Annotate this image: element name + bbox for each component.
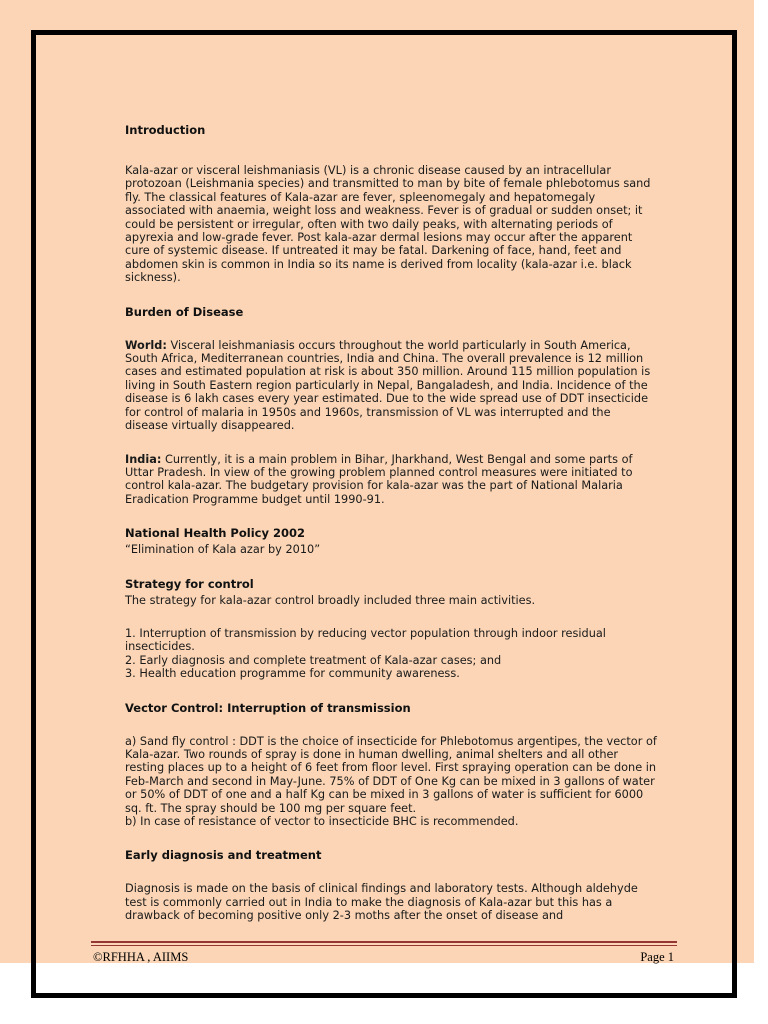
india-paragraph (125, 453, 657, 507)
diagnosis-heading: Early diagnosis and treatment (125, 848, 322, 863)
world-text: Visceral leishmaniasis occurs throughout the world particularly in South America, South Africa, Mediterranean countries, India and China. The overall prevalence is 12 million cases and estimated population at risk is about 350 million. Around 115 million population is living in South Eastern region particularly in Nepal, Bangaladesh, and India. Incidence of the disease is 6 lakh cases every year estimated. Due to the wide spread use of DDT insecticide for control of malaria in 1950s and 1960s, transmission of VL was interrupted and the disease virtually disappeared. (125, 338, 651, 433)
strategy-heading: Strategy for control (125, 576, 254, 591)
world-paragraph (125, 339, 657, 433)
footer-page-number: Page 1 (640, 950, 674, 964)
burden-heading: Burden of Disease (125, 304, 244, 319)
india-label: India: (125, 452, 162, 466)
strategy-item-1: 1. Interruption of transmission by reducing vector population through indoor residual insecticides. (125, 626, 606, 654)
document-body (125, 123, 657, 923)
vector-item-a: a) Sand fly control : DDT is the choice of insecticide for Phlebotomus argentipes, the vector of Kala-azar. Two rounds of spray is done in human dwelling, animal shelters and all other resting places up to a height of 6 feet from floor level. First spraying operation can be done in Feb-March and second in May-June. 75% of DDT of One Kg can be mixed in 3 gallons of water or 50% of DDT of one and a half Kg can be mixed in 3 gallons of water is sufficient for 6000 sq. ft. The spray should be 100 mg per square feet. (125, 734, 657, 815)
world-label: World: (125, 338, 167, 352)
introduction-heading: Introduction (125, 123, 206, 137)
strategy-item-2: 2. Early diagnosis and complete treatment of Kala-azar cases; and (125, 653, 502, 667)
diagnosis-paragraph: Diagnosis is made on the basis of clinical findings and laboratory tests. Although aldehyde test is commonly carried out in India to make the diagnosis of Kala-azar but this has a drawback of becoming positive only 2-3 moths after the onset of disease and (125, 882, 638, 923)
footer-rule-thin (91, 945, 677, 946)
strategy-text: The strategy for kala-azar control broadly included three main activities. (125, 593, 536, 607)
footer-rule-thick (91, 941, 677, 943)
policy-heading: National Health Policy 2002 (125, 526, 305, 541)
introduction-paragraph: Kala-azar or visceral leishmaniasis (VL) is a chronic disease caused by an intracellular protozoan (Leishmania species) and transmitted to man by bite of female phlebotomus sand fly. The classical features of Kala-azar are fever, spleenomegaly and hepatomegaly associated with anaemia, weight loss and weakness. Fever is of gradual or sudden onset; it could be persistent or irregular, often with two daily peaks, with alternating periods of apyrexia and low-grade fever. Post kala-azar dermal lesions may occur after the apparent cure of systemic disease. If untreated it may be fatal. Darkening of face, hand, feet and abdomen skin is common in India so its name is derived from locality (kala-azar i.e. black sickness). (125, 164, 651, 285)
india-text: Currently, it is a main problem in Bihar, Jharkhand, West Bengal and some parts of Uttar Pradesh. In view of the growing problem planned control measures were initiated to control kala-azar. The budgetary provision for kala-azar was the part of National Malaria Eradication Programme budget until 1990-91. (125, 452, 633, 506)
footer-copyright: ©RFHHA , AIIMS (93, 950, 189, 964)
vector-heading: Vector Control: Interruption of transmission (125, 700, 411, 715)
policy-text: “Elimination of Kala azar by 2010” (125, 543, 321, 557)
strategy-item-3: 3. Health education programme for community awareness. (125, 667, 460, 681)
vector-item-b: b) In case of resistance of vector to insecticide BHC is recommended. (125, 815, 519, 828)
